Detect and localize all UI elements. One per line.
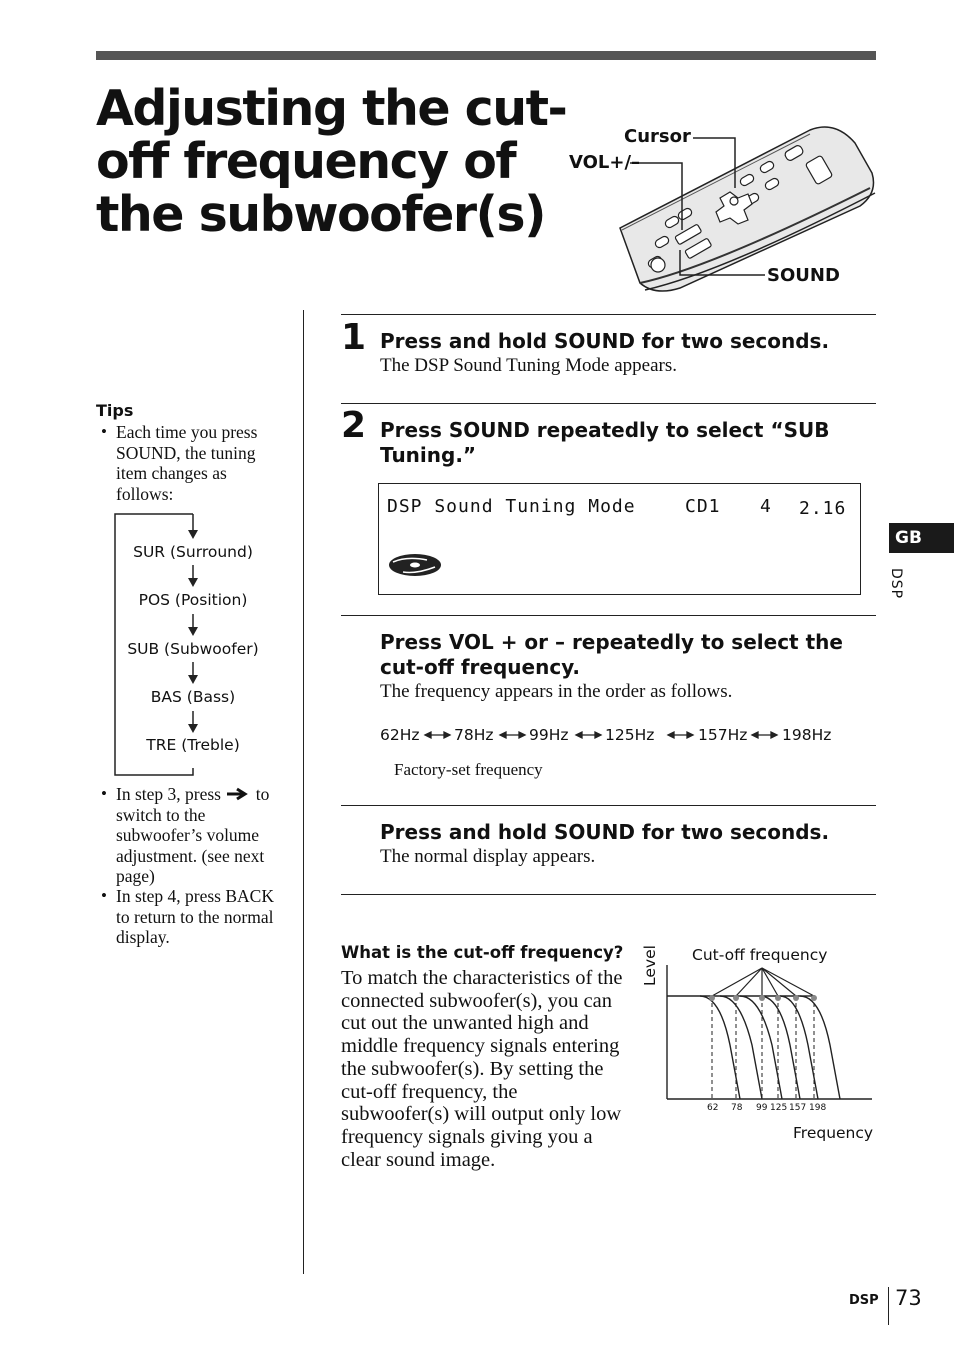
graph-tick: 157 <box>789 1103 807 1113</box>
what-title: What is the cut-off frequency? <box>341 943 624 962</box>
cursor-callout: Cursor <box>624 126 691 147</box>
step-divider <box>341 403 876 404</box>
step-divider <box>341 615 876 616</box>
column-divider <box>303 310 304 1274</box>
sound-callout: SOUND <box>767 265 840 286</box>
cycle-item: TRE (Treble) <box>146 736 240 754</box>
cycle-item: SUR (Surround) <box>133 543 253 561</box>
step-4-heading: Press and hold SOUND for two seconds. <box>380 820 830 844</box>
step-divider <box>341 314 876 315</box>
graph-ylabel: Level <box>641 945 659 986</box>
graph-caption: Cut-off frequency <box>692 946 828 964</box>
right-arrow-icon <box>225 787 251 801</box>
freq-item: 157Hz <box>698 726 748 744</box>
display-time: 2.16 <box>799 498 847 519</box>
display-source: CD1 <box>685 496 721 517</box>
tips-title: Tips <box>96 401 134 420</box>
tip-1: Each time you press SOUND, the tuning item changes as follows: <box>116 422 258 504</box>
step-4-body: The normal display appears. <box>380 846 596 867</box>
factory-set-label: Factory-set frequency <box>394 760 543 779</box>
language-tab: GB <box>889 523 954 553</box>
step-divider <box>341 805 876 806</box>
freq-item: 78Hz <box>454 726 494 744</box>
bullet-icon: • <box>101 784 107 803</box>
cutoff-graph <box>660 965 875 1100</box>
freq-item: 198Hz <box>782 726 832 744</box>
cycle-item: BAS (Bass) <box>150 688 236 706</box>
step-2-number: 2 <box>341 405 367 446</box>
freq-item: 99Hz <box>529 726 569 744</box>
step-1-number: 1 <box>341 317 367 358</box>
bullet-icon: • <box>101 422 107 441</box>
step-1-body: The DSP Sound Tuning Mode appears. <box>380 355 677 376</box>
step-2-heading: Press SOUND repeatedly to select “SUB Tuning.” <box>380 418 830 467</box>
graph-tick: 198 <box>809 1103 827 1113</box>
header-rule <box>96 51 876 60</box>
freq-arrows <box>420 727 840 743</box>
tip-2-end: to switch to the subwoofer’s volume adjustment. (see next page) <box>116 784 270 886</box>
graph-tick: 78 <box>731 1103 743 1113</box>
freq-item: 62Hz <box>380 726 420 744</box>
graph-tick: 62 <box>707 1103 719 1113</box>
bullet-icon: • <box>101 886 107 905</box>
cycle-item: POS (Position) <box>138 591 248 609</box>
page-number: 73 <box>895 1286 922 1310</box>
display-panel <box>378 483 861 595</box>
footer-section: DSP <box>849 1293 879 1308</box>
freq-item: 125Hz <box>605 726 655 744</box>
step-divider <box>341 894 876 895</box>
display-mode: DSP Sound Tuning Mode <box>387 496 636 517</box>
tip-2 <box>116 784 288 887</box>
graph-tick: 125 <box>770 1103 788 1113</box>
tip-2-start: In step 3, press <box>116 784 221 804</box>
graph-tick: 99 <box>756 1103 768 1113</box>
disc-icon <box>387 552 443 578</box>
graph-xlabel: Frequency <box>793 1124 874 1142</box>
what-body: To match the characteristics of the connected subwoofer(s), you can cut out the unwanted high and middle frequency signals entering the subwoofer(s). By setting the cut-off frequency, the subwoofer(s) will output only low frequency signals giving you a clear sound image. <box>341 967 623 1171</box>
vol-callout: VOL+/– <box>569 152 641 173</box>
display-track: 4 <box>760 496 772 517</box>
step-3-body: The frequency appears in the order as follows. <box>380 681 733 702</box>
step-3-heading: Press VOL + or – repeatedly to select the cut-off frequency. <box>380 630 843 679</box>
step-1-heading: Press and hold SOUND for two seconds. <box>380 329 830 353</box>
page-title: Adjusting the cut-off frequency of the subwoofer(s) <box>96 80 567 243</box>
footer-rule <box>888 1287 889 1325</box>
tip-3: In step 4, press BACK to return to the normal display. <box>116 886 274 947</box>
cycle-item: SUB (Subwoofer) <box>127 640 259 658</box>
section-side-label: DSP <box>888 568 904 600</box>
